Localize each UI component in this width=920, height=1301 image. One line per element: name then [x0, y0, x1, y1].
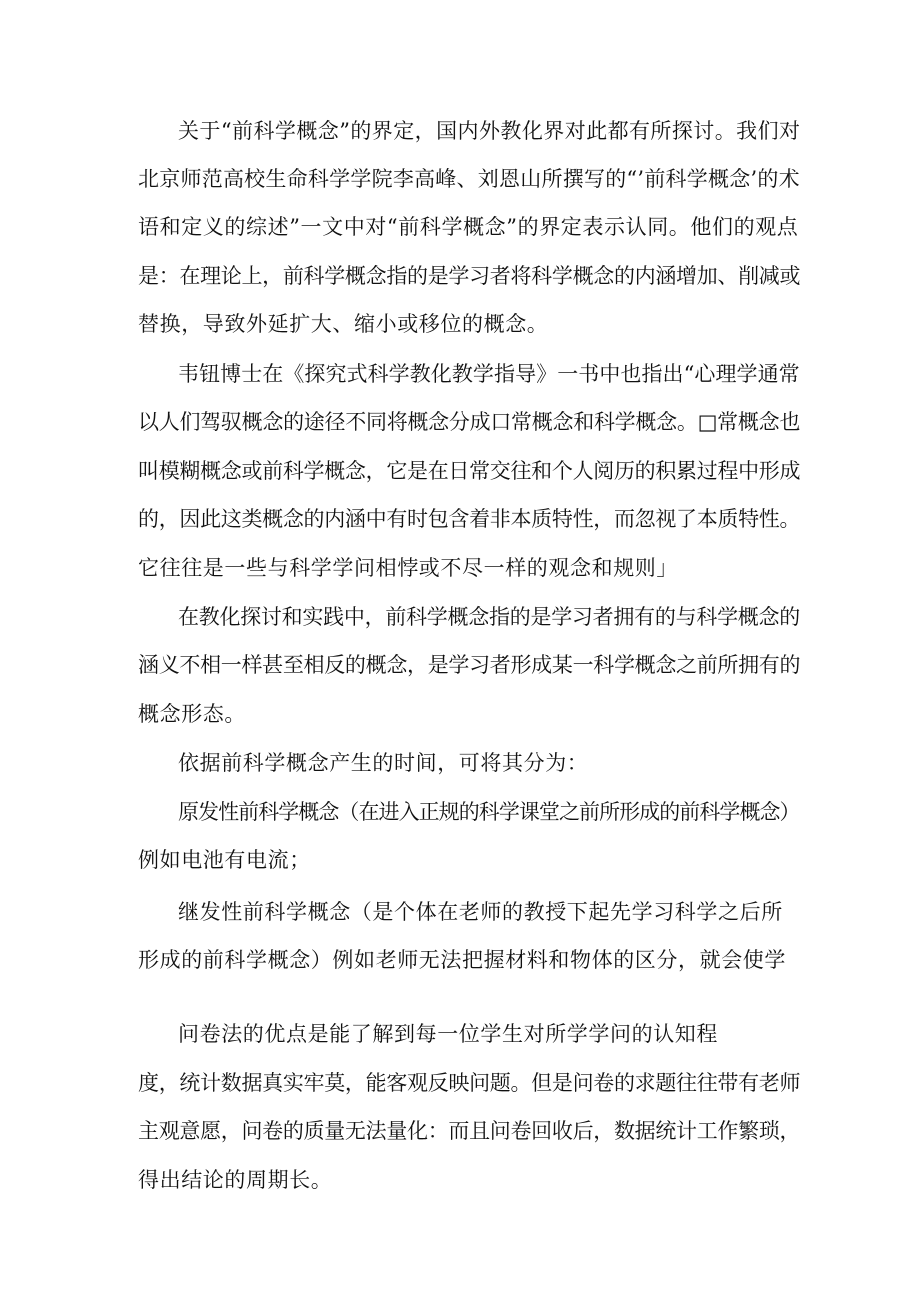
paragraph-2-line-3: 叫模糊概念或前科学概念，它是在日常交往和个人阅历的积累过程中形成 [138, 459, 801, 483]
paragraph-6-line-2: 形成的前科学概念）例如老师无法把握材料和物体的区分，就会使学 [138, 948, 786, 972]
paragraph-7-line-2: 度，统计数据真实牢莫，能客观反映问题。但是问卷的求题往往带有老师 [138, 1071, 801, 1095]
paragraph-2-line-5: 它往往是一些与科学学问相悖或不尽一样的观念和规则」 [138, 556, 678, 580]
paragraph-7-line-3: 主观意愿，问卷的质量无法量化：而且问卷回收后，数据统计工作繁琐， [138, 1119, 801, 1143]
paragraph-6-line-1: 继发性前科学概念（是个体在老师的教授下起先学习科学之后所 [178, 900, 783, 924]
paragraph-3-line-3: 概念形态。 [138, 702, 246, 726]
paragraph-1-line-1: 关于“前科学概念”的界定，国内外教化界对此都有所探讨。我们对 [178, 119, 801, 143]
paragraph-3-line-2: 涵义不相一样甚至相反的概念，是学习者形成某一科学概念之前所拥有的 [138, 653, 801, 677]
paragraph-3-line-1: 在教化探讨和实践中，前科学概念指的是学习者拥有的与科学概念的 [178, 605, 800, 629]
paragraph-2-line-1: 韦钮博士在《探究式科学教化教学指导》一书中也指出“心理学通常 [178, 362, 800, 386]
paragraph-5-line-2: 例如电池有电流； [138, 848, 311, 872]
paragraph-1-line-5: 替换，导致外延扩大、缩小或移位的概念。 [138, 312, 549, 336]
paragraph-2-line-2: 以人们驾驭概念的途径不同将概念分成口常概念和科学概念。□常概念也 [138, 410, 801, 434]
paragraph-5-line-1: 原发性前科学概念（在进入正规的科学课堂之前所形成的前科学概念） [178, 800, 800, 824]
paragraph-2-line-4: 的，因此这类概念的内涵中有时包含着非本质特性，而忽视了本质特性。 [138, 507, 801, 531]
paragraph-1-line-3: 语和定义的综述”一文中对“前科学概念”的界定表示认同。他们的观点 [138, 215, 799, 239]
paragraph-7-line-4: 得出结论的周期长。 [138, 1168, 333, 1192]
paragraph-1-line-4: 是：在理论上，前科学概念指的是学习者将科学概念的内涵增加、削减或 [138, 264, 801, 288]
paragraph-4-line-1: 依据前科学概念产生的时间，可将其分为： [178, 751, 589, 775]
paragraph-1-line-2: 北京师范高校生命科学学院李高峰、刘恩山所撰写的“’前科学概念’的术 [138, 167, 800, 191]
paragraph-7-line-1: 问卷法的优点是能了解到每一位学生对所学学问的认知程 [178, 1022, 718, 1046]
